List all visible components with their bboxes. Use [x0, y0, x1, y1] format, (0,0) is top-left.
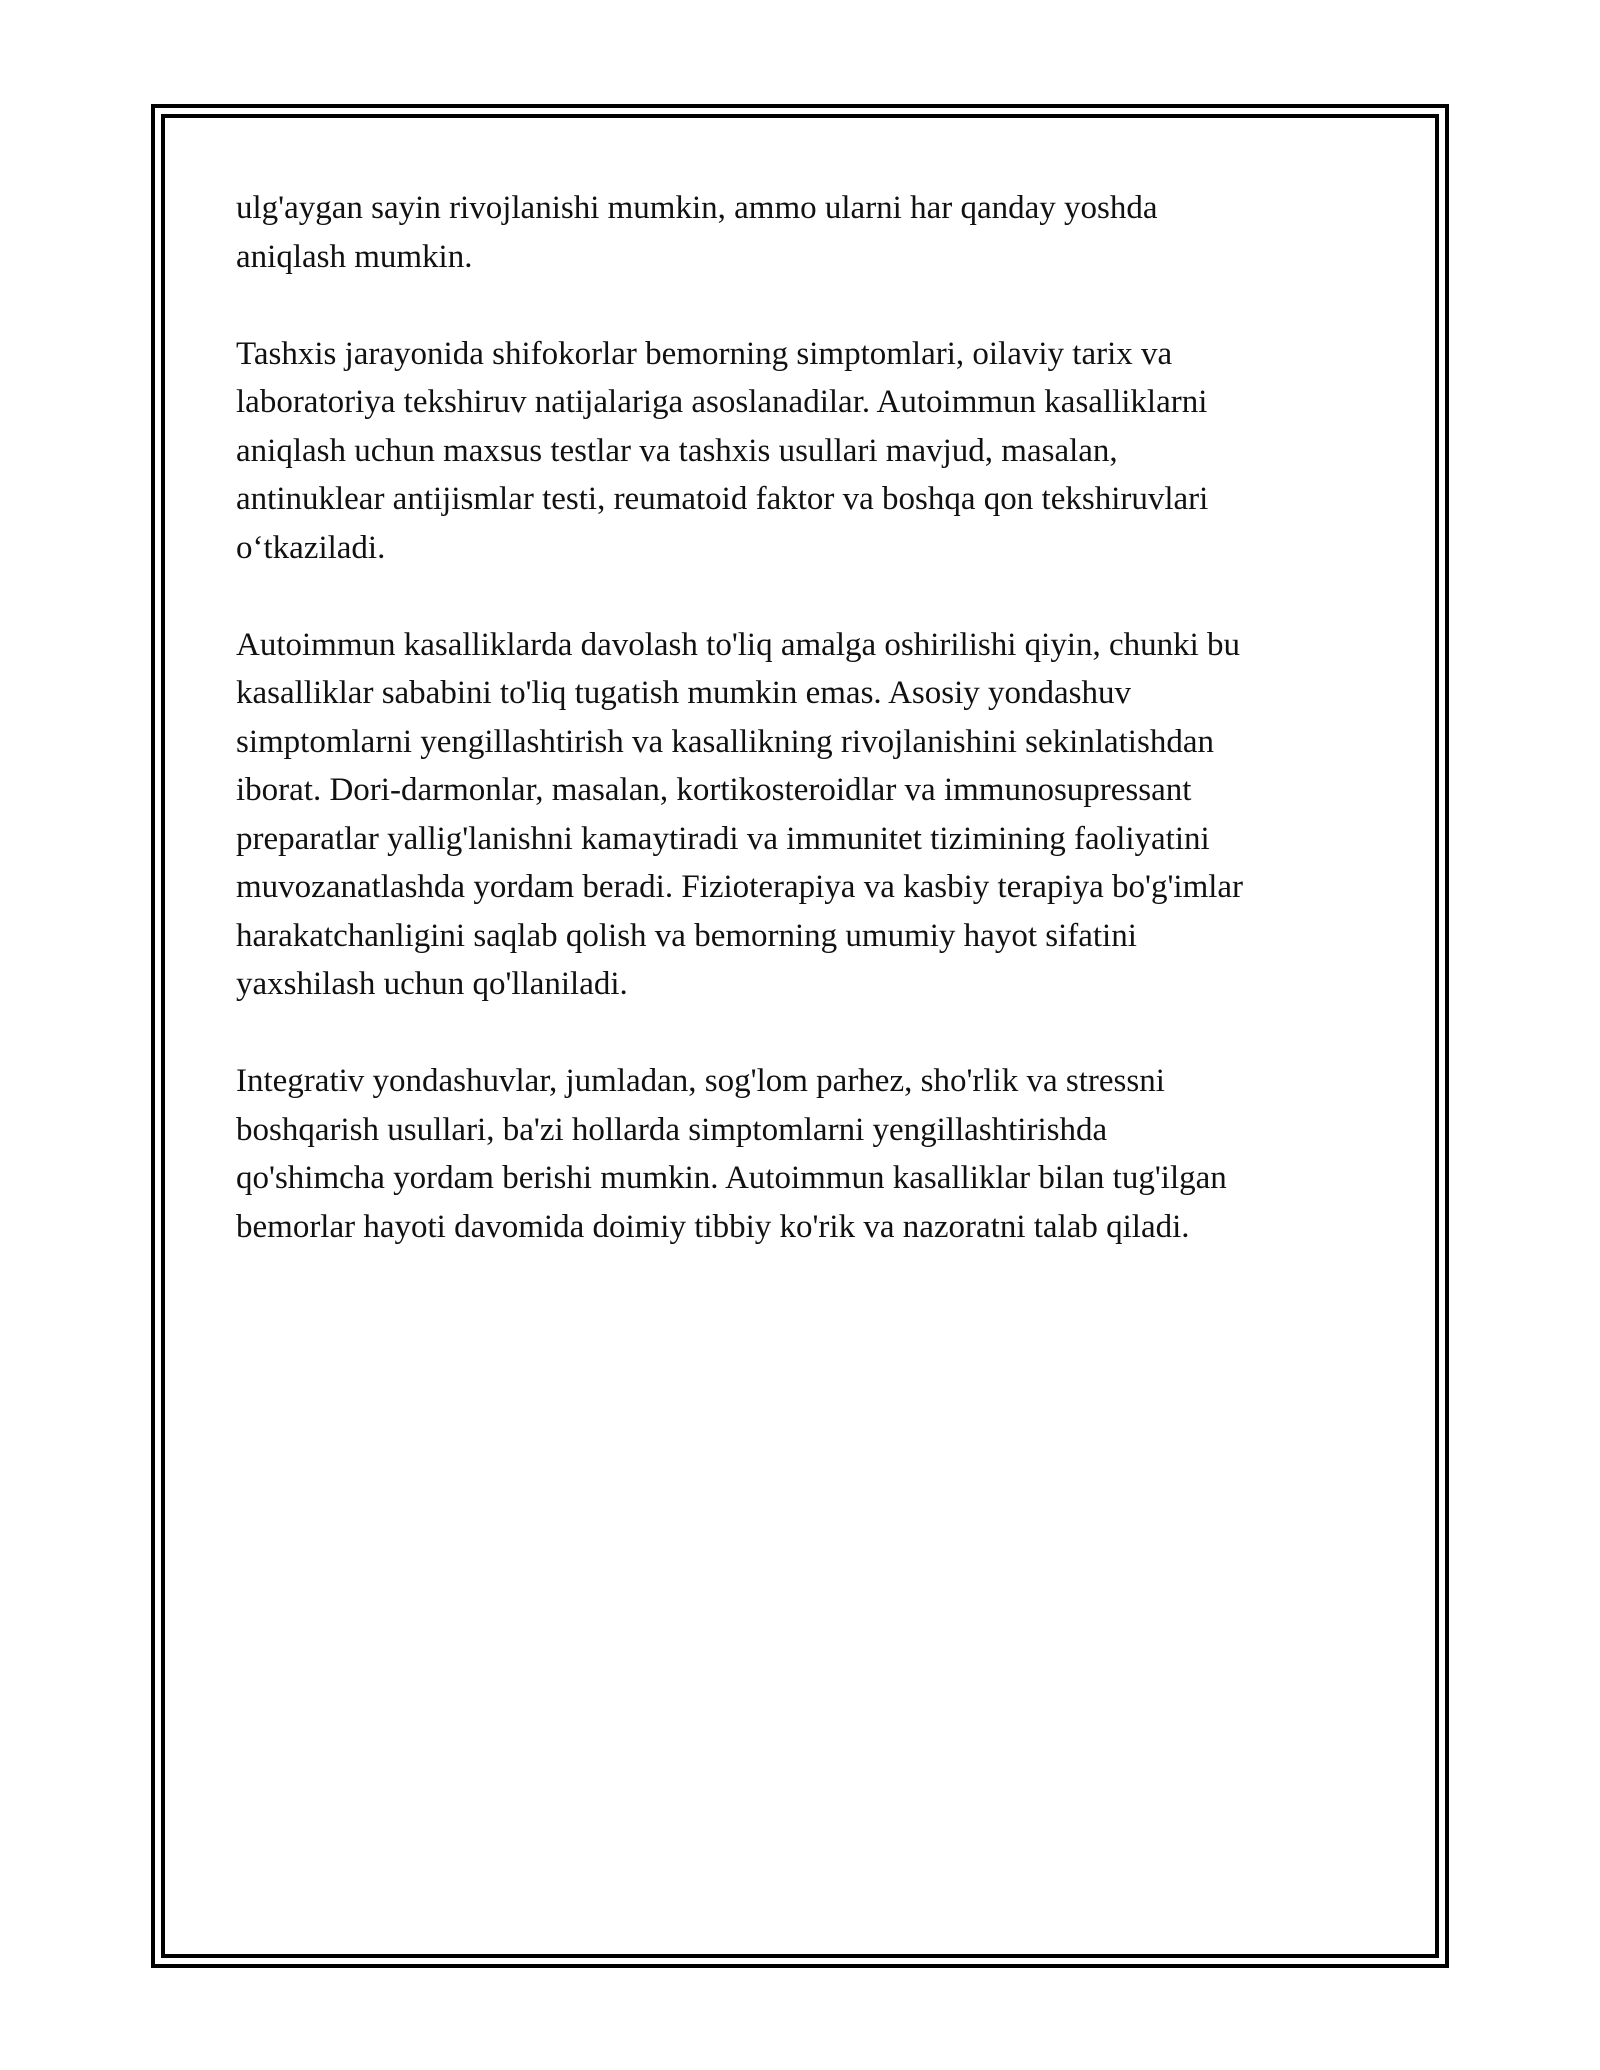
- text-line: iborat. Dori-darmonlar, masalan, kortikosteroidlar va immunosupressant: [236, 772, 1192, 808]
- document-body: [236, 184, 1366, 1300]
- text-line: preparatlar yallig'lanishni kamaytiradi va immunitet tizimining faoliyatini: [236, 820, 1210, 857]
- text-line: bemorlar hayoti davomida doimiy tibbiy ko'rik va nazoratni talab qiladi.: [236, 1208, 1190, 1245]
- text-line: antinuklear antijismlar testi, reumatoid faktor va boshqa qon tekshiruvlari: [236, 481, 1209, 517]
- text-line: qo'shimcha yordam berishi mumkin. Autoimmun kasalliklar bilan tug'ilgan: [236, 1160, 1227, 1196]
- text-line: Tashxis jarayonida shifokorlar bemorning simptomlari, oilaviy tarix va: [236, 335, 1173, 372]
- text-line: muvozanatlashda yordam beradi. Fizioterapiya va kasbiy terapiya bo'g'imlar: [236, 869, 1244, 905]
- paragraph-4: [236, 1057, 1366, 1251]
- text-line: Autoimmun kasalliklarda davolash to'liq amalga oshirilishi qiyin, chunki bu: [236, 626, 1241, 663]
- text-line: harakatchanligini saqlab qolish va bemorning umumiy hayot sifatini: [236, 917, 1137, 954]
- paragraph-1: [236, 184, 1366, 281]
- text-line: aniqlash uchun maxsus testlar va tashxis usullari mavjud, masalan,: [236, 432, 1118, 469]
- text-line: kasalliklar sababini to'liq tugatish mumkin emas. Asosiy yondashuv: [236, 675, 1132, 711]
- text-line: yaxshilash uchun qo'llaniladi.: [236, 966, 628, 1002]
- paragraph-3: [236, 621, 1366, 1009]
- text-line: simptomlarni yengillashtirish va kasallikning rivojlanishini sekinlatishdan: [236, 723, 1214, 760]
- text-line: o‘tkaziladi.: [236, 529, 386, 566]
- text-line: aniqlash mumkin.: [236, 238, 473, 275]
- text-line: laboratoriya tekshiruv natijalariga asoslanadilar. Autoimmun kasalliklarni: [236, 384, 1208, 420]
- text-line: ulg'aygan sayin rivojlanishi mumkin, ammo ularni har qanday yoshda: [236, 190, 1158, 226]
- text-line: Integrativ yondashuvlar, jumladan, sog'lom parhez, sho'rlik va stressni: [236, 1063, 1165, 1099]
- text-line: boshqarish usullari, ba'zi hollarda simptomlarni yengillashtirishda: [236, 1111, 1108, 1148]
- paragraph-2: [236, 330, 1366, 573]
